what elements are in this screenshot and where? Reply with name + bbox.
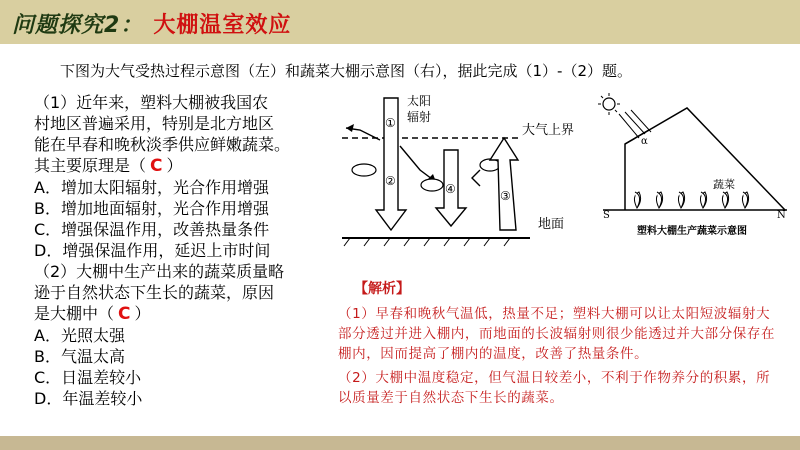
- q1-close: ）: [166, 156, 183, 175]
- q1-answer: C: [150, 156, 163, 176]
- intro-text: 下图为大气受热过程示意图（左）和蔬菜大棚示意图（右），据此完成（1）-（2）题。: [60, 62, 633, 80]
- upper-boundary-label: 大气上界: [522, 123, 575, 138]
- analysis-box: [338, 278, 783, 412]
- reflect-arrow-left-head: [346, 124, 354, 132]
- sun-icon: [603, 98, 615, 110]
- ray: [619, 114, 639, 138]
- q1-option: C．增强保温作用，改善热量条件: [34, 220, 270, 239]
- marker-1: ①: [385, 116, 396, 130]
- cloud-middle: [421, 179, 443, 191]
- cloud-right: [480, 159, 500, 171]
- north-label: N: [777, 210, 786, 221]
- q2-option: D．年温差较小: [34, 389, 143, 408]
- ground-label: 地面: [538, 217, 565, 232]
- marker-4: ④: [445, 182, 456, 196]
- q2-line: （2）大棚中生产出来的蔬菜质量略: [34, 262, 285, 281]
- analysis-para-1: （1）早春和晚秋气温低，热量不足；塑料大棚可以让太阳短波辐射大部分透过并进入棚内，而地面的长波辐射则很少能透过并大部分保存在棚内，因而提高了棚内的温度，改善了热量条件。: [338, 306, 776, 362]
- title-prefix: 问题探究2：: [12, 13, 144, 38]
- vegetable-label: 蔬菜: [713, 178, 735, 191]
- q1-line: （1）近年来，塑料大棚被我国农: [34, 93, 269, 112]
- q2-line: 逊于自然状态下生长的蔬菜，原因: [34, 283, 275, 302]
- greenhouse-diagram: [595, 92, 795, 252]
- alpha-label: α: [641, 136, 648, 147]
- marker-2: ②: [385, 174, 396, 188]
- footer-bar: [0, 436, 800, 450]
- q2-answer: C: [118, 304, 131, 324]
- atmosphere-heating-diagram: [340, 90, 590, 250]
- south-label: S: [603, 210, 610, 221]
- q1-line: 村地区普遍采用，特别是北方地区: [34, 114, 275, 133]
- marker-3: ③: [500, 189, 511, 203]
- q1-line: 能在早春和晚秋淡季供应鲜嫩蔬菜。: [34, 135, 291, 154]
- ground-radiation-arrow: [490, 138, 518, 230]
- ray: [625, 112, 645, 134]
- ray: [631, 110, 651, 132]
- q2-stem-text: 是大棚中（: [34, 304, 115, 323]
- q1-stem-text: 其主要原理是（: [34, 156, 147, 175]
- sun-label: 太阳: [407, 94, 432, 108]
- q2-close: ）: [134, 304, 151, 323]
- q1-stem-end: [34, 155, 324, 177]
- q1-option: A．增加太阳辐射，光合作用增强: [34, 178, 269, 197]
- greenhouse-caption: 塑料大棚生产蔬菜示意图: [637, 226, 747, 237]
- analysis-para-2: （2）大棚中温度稳定，但气温日较差小，不利于作物养分的积累，所以质量差于自然状态下生长的蔬菜。: [338, 370, 771, 406]
- q2-option: A．光照太强: [34, 326, 125, 345]
- radiation-label: 辐射: [407, 110, 432, 124]
- q2-option: C．日温差较小: [34, 368, 142, 387]
- cloud-left: [352, 164, 376, 176]
- ground-radiation-branch: [472, 170, 480, 186]
- analysis-title: 【解析】: [354, 281, 410, 297]
- q1-option: D．增强保温作用，延迟上市时间: [34, 241, 271, 260]
- title-main: 大棚温室效应: [153, 13, 292, 38]
- q2-option: B．气温太高: [34, 347, 125, 366]
- q1-option: B．增加地面辐射，光合作用增强: [34, 199, 269, 218]
- question-column: [34, 92, 324, 409]
- vegetable-icon: [634, 192, 748, 208]
- q2-stem-end: [34, 303, 324, 325]
- page-title: [12, 8, 291, 39]
